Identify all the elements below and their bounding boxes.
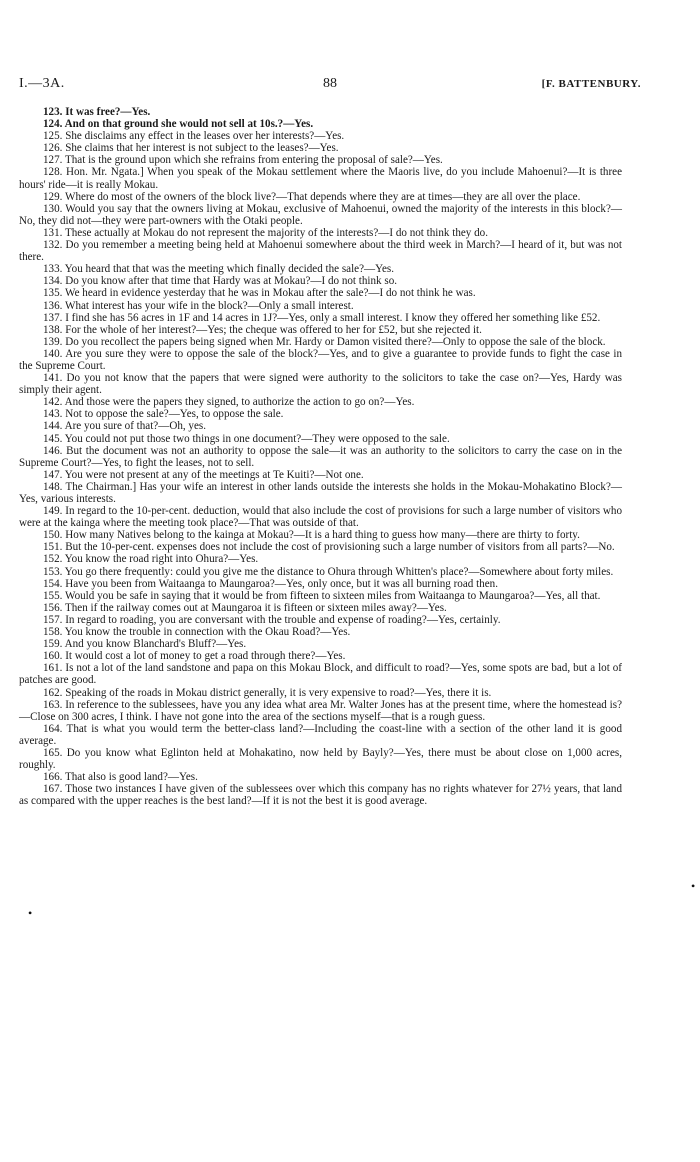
evidence-paragraph: 145. You could not put those two things in one document?—They were opposed to the sale. <box>43 432 450 445</box>
evidence-paragraph: 158. You know the trouble in connection with the Okau Road?—Yes. <box>43 626 351 639</box>
evidence-paragraph: 164. That is what you would term the better-class land?—Including the coast-line with a section of the other land it is good average. <box>19 722 622 747</box>
evidence-paragraph: 161. Is not a lot of the land sandstone and papa on this Mokau Block, and difficult to road?—Yes, some spots are bad, but a lot of patches are good. <box>19 662 622 687</box>
evidence-paragraph: 154. Have you been from Waitaanga to Maungaroa?—Yes, only once, but it was all burning road then. <box>43 577 498 590</box>
evidence-paragraph: 126. She claims that her interest is not subject to the leases?—Yes. <box>43 142 339 155</box>
evidence-paragraph: 133. You heard that that was the meeting which finally decided the sale?—Yes. <box>43 263 395 276</box>
evidence-paragraph: 143. Not to oppose the sale?—Yes, to oppose the sale. <box>43 408 284 421</box>
evidence-paragraph: 131. These actually at Mokau do not represent the majority of the interests?—I do not think they do. <box>43 226 488 239</box>
evidence-paragraph: 137. I find she has 56 acres in 1F and 14 acres in 1J?—Yes, only a small interest. I know they offered her something like £52. <box>43 311 601 324</box>
evidence-paragraph: 124. And on that ground she would not sell at 10s.?—Yes. <box>43 118 314 131</box>
evidence-paragraph: 153. You go there frequently: could you give me the distance to Ohura through Whitten's place?—Somewhere about forty miles. <box>43 565 614 578</box>
margin-dot-right: • <box>691 879 696 893</box>
document-reference: I.—3A. <box>19 76 65 91</box>
evidence-paragraph: 140. Are you sure they were to oppose the sale of the block?—Yes, and to give a guarantee to provide funds to fight the case in the Supreme Court. <box>19 347 622 372</box>
evidence-paragraph: 150. How many Natives belong to the kainga at Mokau?—It is a hard thing to guess how many—there are thirty to forty. <box>43 529 580 542</box>
page-header <box>19 76 641 96</box>
evidence-paragraph: 149. In regard to the 10-per-cent. deduction, would that also include the cost of provisions for such a large number of visitors who were at the kainga where the meeting took place?—That was outside of that. <box>19 505 622 530</box>
evidence-paragraph: 147. You were not present at any of the meetings at Te Kuiti?—Not one. <box>43 468 364 481</box>
evidence-paragraph: 144. Are you sure of that?—Oh, yes. <box>43 420 206 433</box>
evidence-paragraph: 166. That also is good land?—Yes. <box>43 771 198 784</box>
evidence-paragraph: 142. And those were the papers they signed, to authorize the action to go on?—Yes. <box>43 396 415 409</box>
evidence-paragraph: 141. Do you not know that the papers that were signed were authority to the solicitors to take the case on?—Yes, Hardy was simply their agent. <box>19 372 622 397</box>
evidence-paragraph: 163. In reference to the sublessees, have you any idea what area Mr. Walter Jones has at the present time, where the homestead is?—Close on 300 acres, I think. I have not gone into the area of the sections myself—that is a rough guess. <box>19 698 622 723</box>
evidence-paragraph: 139. Do you recollect the papers being signed when Mr. Hardy or Damon visited there?—Only to oppose the sale of the block. <box>43 335 606 348</box>
page-number: 88 <box>323 76 337 91</box>
evidence-paragraph: 151. But the 10-per-cent. expenses does not include the cost of provisioning such a large number of visitors from all parts?—No. <box>43 541 615 554</box>
evidence-paragraph: 138. For the whole of her interest?—Yes; the cheque was offered to her for £52, but she rejected it. <box>43 323 482 336</box>
evidence-paragraph: 129. Where do most of the owners of the block live?—That depends where they are at times—they are all over the place. <box>43 190 581 203</box>
evidence-paragraph: 162. Speaking of the roads in Mokau district generally, it is very expensive to road?—Yes, there it is. <box>43 686 492 699</box>
evidence-paragraph: 155. Would you be safe in saying that it would be from fifteen to sixteen miles from Waitaanga to Maungaroa?—Yes, all that. <box>43 589 601 602</box>
evidence-text <box>19 106 622 807</box>
evidence-paragraph: 128. Hon. Mr. Ngata.] When you speak of the Mokau settlement where the Maoris live, do you include Mahoenui?—It is three hours' ride—it is really Mokau. <box>19 166 622 191</box>
evidence-paragraph: 148. The Chairman.] Has your wife an interest in other lands outside the interests she holds in the Mokau-Mohakatino Block?—Yes, various interests. <box>19 480 622 505</box>
margin-dot-left: • <box>28 906 33 920</box>
evidence-paragraph: 152. You know the road right into Ohura?—Yes. <box>43 553 259 566</box>
evidence-paragraph: 156. Then if the railway comes out at Maungaroa it is fifteen or sixteen miles away?—Yes. <box>43 601 447 614</box>
evidence-paragraph: 165. Do you know what Eglinton held at Mohakatino, now held by Bayly?—Yes, there must be about close on 1,000 acres, roughly. <box>19 746 622 772</box>
evidence-paragraph: 159. And you know Blanchard's Bluff?—Yes. <box>43 638 247 651</box>
evidence-paragraph: 157. In regard to roading, you are conversant with the trouble and expense of roading?—Yes, certainly. <box>43 613 501 626</box>
witness-name: [F. BATTENBURY. <box>541 78 641 90</box>
evidence-paragraph: 134. Do you know after that time that Hardy was at Mokau?—I do not think so. <box>43 275 398 288</box>
evidence-paragraph: 123. It was free?—Yes. <box>43 106 151 118</box>
evidence-paragraph: 125. She disclaims any effect in the leases over her interests?—Yes. <box>43 130 345 143</box>
evidence-paragraph: 160. It would cost a lot of money to get a road through there?—Yes. <box>43 650 346 663</box>
evidence-paragraph: 136. What interest has your wife in the block?—Only a small interest. <box>43 299 354 312</box>
evidence-paragraph: 127. That is the ground upon which she refrains from entering the proposal of sale?—Yes. <box>43 154 443 167</box>
evidence-paragraph: 132. Do you remember a meeting being held at Mahoenui somewhere about the third week in March?—I heard of it, but was not there. <box>19 239 622 264</box>
evidence-paragraph: 130. Would you say that the owners living at Mokau, exclusive of Mahoenui, owned the majority of the interests in this block?—No, they did not—they were part-owners with the Otaki people. <box>19 202 622 227</box>
evidence-paragraph: 167. Those two instances I have given of the sublessees over which this company has no rights whatever for 27½ years, that land as compared with the upper reaches is the best land?—If it is not the best it is good average. <box>19 783 622 808</box>
evidence-paragraph: 146. But the document was not an authority to oppose the sale—it was an authority to the solicitors to carry the case on in the Supreme Court?—Yes, to fight the leases, not to sell. <box>19 444 622 469</box>
evidence-paragraph: 135. We heard in evidence yesterday that he was in Mokau after the sale?—I do not think he was. <box>43 287 476 300</box>
